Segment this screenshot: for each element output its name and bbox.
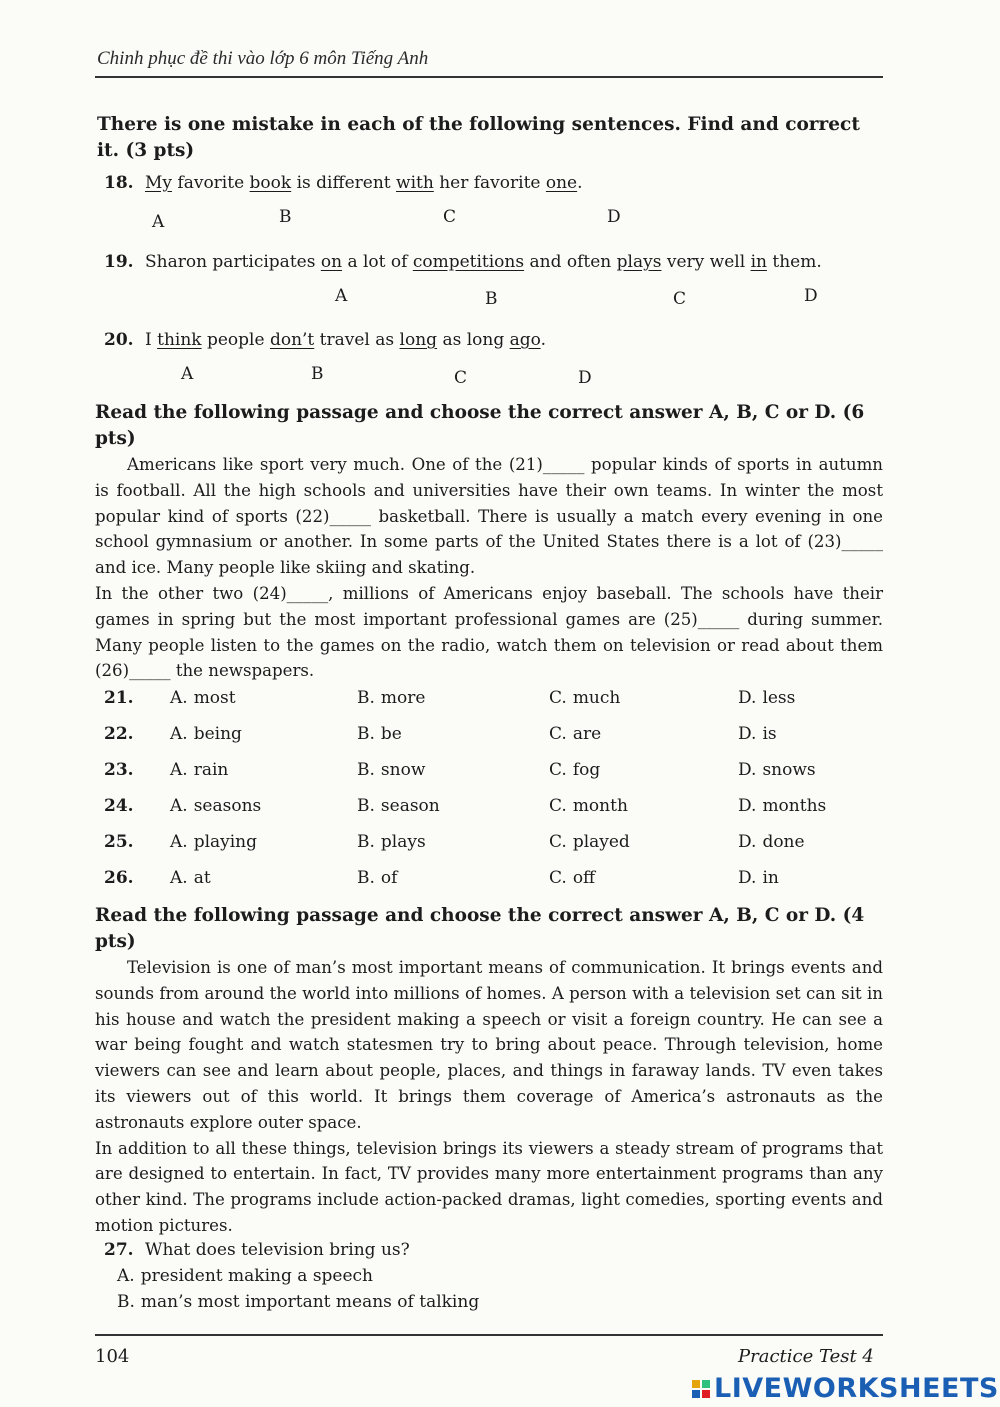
underlined-option: one bbox=[545, 173, 578, 193]
option-c[interactable]: C. played bbox=[549, 832, 630, 852]
option-b[interactable]: B. season bbox=[357, 796, 440, 816]
question-18: 18. My favorite book is different with her favorite one. bbox=[104, 173, 583, 193]
passage-paragraph: Americans like sport very much. One of the (21)_____ popular kinds of sports in autumn is football. All the high schools and universities have their own teams. In winter the most popular kind of sports (22)_____ basketball. There is usually a match every evening in one school gymnasium or another. In some parts of the United States there is a lot of (23)_____ and ice. Many people like skiing and skating. bbox=[95, 455, 883, 578]
section3-heading: Read the following passage and choose the correct answer A, B, C or D. (4 pts) bbox=[95, 905, 865, 952]
underlined-option: with bbox=[396, 173, 434, 193]
option-b[interactable]: B. snow bbox=[357, 760, 426, 780]
liveworksheets-logo-icon bbox=[692, 1380, 710, 1398]
option-b[interactable]: B. more bbox=[357, 688, 426, 708]
option-c[interactable]: C. much bbox=[549, 688, 621, 708]
option-d[interactable]: D. months bbox=[738, 796, 827, 816]
question-20: 20. I think people don’t travel as long as long ago. bbox=[104, 330, 547, 350]
question-number: 18. bbox=[104, 173, 134, 193]
letter-c: C bbox=[454, 368, 468, 388]
letter-a: A bbox=[152, 212, 165, 232]
question-number: 20. bbox=[104, 330, 134, 350]
q27-option-a[interactable]: A. president making a speech bbox=[117, 1266, 374, 1286]
option-b[interactable]: B. be bbox=[357, 724, 402, 744]
option-a[interactable]: A. seasons bbox=[170, 796, 262, 816]
liveworksheets-watermark: LIVEWORKSHEETS bbox=[692, 1373, 999, 1404]
option-c[interactable]: C. month bbox=[549, 796, 628, 816]
underlined-option: long bbox=[399, 330, 438, 350]
option-d[interactable]: D. done bbox=[738, 832, 805, 852]
letter-c: C bbox=[443, 207, 457, 227]
question-27: 27. What does television bring us? bbox=[104, 1240, 410, 1260]
letter-c: C bbox=[673, 289, 687, 309]
underlined-option: in bbox=[750, 252, 767, 272]
letter-d: D bbox=[607, 207, 621, 227]
option-a[interactable]: A. most bbox=[170, 688, 236, 708]
q27-option-b[interactable]: B. man’s most important means of talking bbox=[117, 1292, 480, 1312]
question-number: 27. bbox=[104, 1240, 134, 1260]
option-d[interactable]: D. less bbox=[738, 688, 796, 708]
section1-heading: There is one mistake in each of the following sentences. Find and correct it. (3 pts) bbox=[97, 114, 860, 161]
underlined-option: on bbox=[320, 252, 343, 272]
option-c[interactable]: C. off bbox=[549, 868, 596, 888]
underlined-option: think bbox=[157, 330, 202, 350]
passage-sports bbox=[95, 452, 883, 684]
underlined-option: don’t bbox=[269, 330, 315, 350]
option-b[interactable]: B. plays bbox=[357, 832, 426, 852]
underlined-option: plays bbox=[616, 252, 662, 272]
option-c[interactable]: C. are bbox=[549, 724, 602, 744]
option-c[interactable]: C. fog bbox=[549, 760, 601, 780]
option-d[interactable]: D. snows bbox=[738, 760, 816, 780]
passage-television bbox=[95, 955, 883, 1239]
question-19: 19. Sharon participates on a lot of competitions and often plays very well in them. bbox=[104, 252, 822, 272]
test-label: Practice Test 4 bbox=[738, 1346, 874, 1367]
letter-d: D bbox=[578, 368, 592, 388]
letter-b: B bbox=[279, 207, 292, 227]
header-rule bbox=[95, 76, 883, 78]
underlined-option: My bbox=[144, 173, 172, 193]
letter-d: D bbox=[804, 286, 818, 306]
passage-paragraph: In addition to all these things, television brings its viewers a steady stream of programs that are designed to entertain. In fact, TV provides many more entertainment programs than any other kind. The programs include action-packed dramas, light comedies, sporting events and motion pictures. bbox=[95, 1138, 883, 1235]
footer-rule bbox=[95, 1334, 883, 1336]
letter-b: B bbox=[311, 364, 324, 384]
underlined-option: competitions bbox=[412, 252, 525, 272]
option-a[interactable]: A. being bbox=[170, 724, 242, 744]
page-number: 104 bbox=[95, 1346, 130, 1367]
underlined-option: ago bbox=[509, 330, 541, 350]
option-b[interactable]: B. of bbox=[357, 868, 398, 888]
letter-a: A bbox=[335, 286, 348, 306]
option-d[interactable]: D. is bbox=[738, 724, 777, 744]
question-number: 19. bbox=[104, 252, 134, 272]
letter-b: B bbox=[485, 289, 498, 309]
option-a[interactable]: A. at bbox=[170, 868, 211, 888]
passage-paragraph: In the other two (24)_____, millions of Americans enjoy baseball. The schools have their games in spring but the most important professional games are (25)_____ during summer. Many people listen to the games on the radio, watch them on television or read about them (26)_____ the newspapers. bbox=[95, 583, 883, 681]
option-a[interactable]: A. rain bbox=[170, 760, 229, 780]
section2-heading: Read the following passage and choose the correct answer A, B, C or D. (6 pts) bbox=[95, 402, 865, 449]
header-title: Chinh phục đề thi vào lớp 6 môn Tiếng Anh bbox=[97, 48, 429, 69]
option-d[interactable]: D. in bbox=[738, 868, 779, 888]
letter-a: A bbox=[181, 364, 194, 384]
underlined-option: book bbox=[249, 173, 292, 193]
option-a[interactable]: A. playing bbox=[170, 832, 258, 852]
passage-paragraph: Television is one of man’s most important means of communication. It brings events and sounds from around the world into millions of homes. A person with a television set can sit in his house and watch the president making a speech or visit a foreign country. He can see a war being fought and watch statesmen try to bring about peace. Through television, home viewers can see and learn about people, places, and things in faraway lands. TV even takes its viewers out of this world. It brings them coverage of America’s astronauts as the astronauts explore outer space. bbox=[95, 958, 883, 1132]
